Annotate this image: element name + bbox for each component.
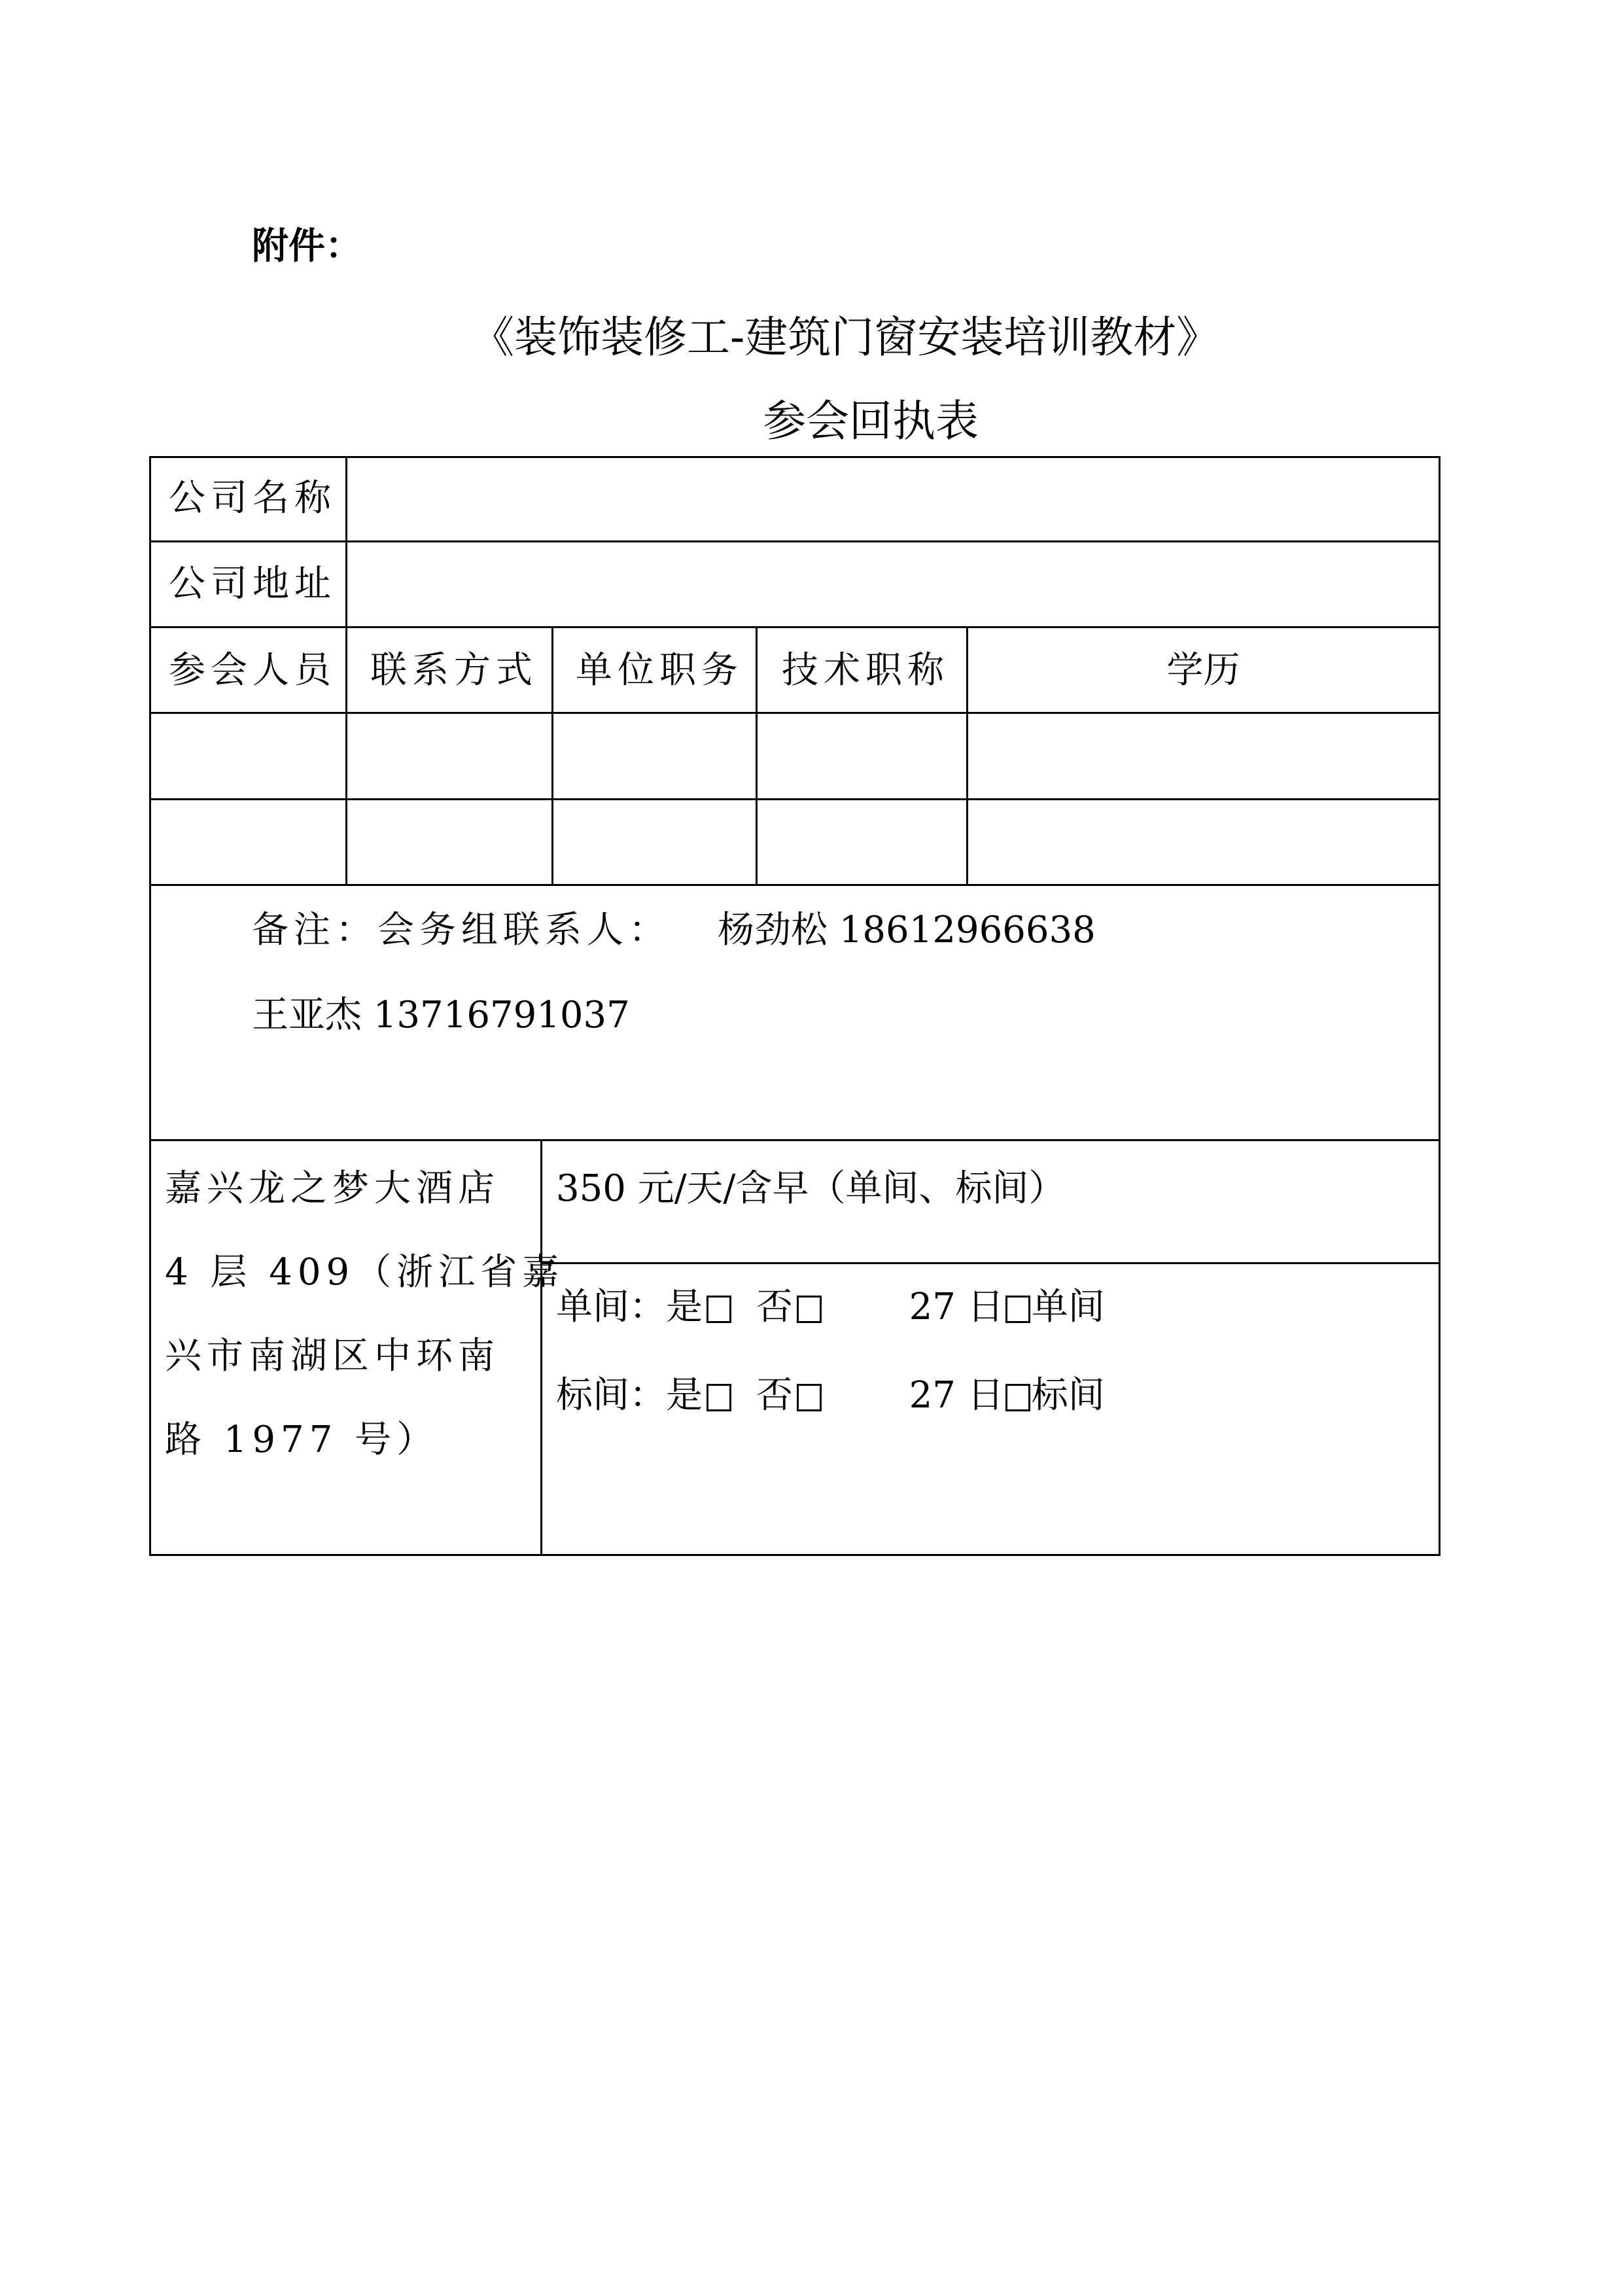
- attendee-name-cell[interactable]: [151, 801, 345, 883]
- document-title: 《装饰装修工-建筑门窗安装培训教材》: [471, 312, 1220, 362]
- company-name-field[interactable]: [349, 458, 1438, 540]
- attendee-name-cell[interactable]: [151, 715, 345, 798]
- hotel-line-3: 兴市南湖区中环南: [165, 1335, 500, 1377]
- contact-2: 王亚杰 13716791037: [252, 994, 630, 1036]
- hotel-line-2: 4 层 409（浙江省嘉: [165, 1251, 565, 1294]
- table-rule: [149, 626, 1440, 628]
- single-no-checkbox[interactable]: [797, 1296, 822, 1323]
- company-address-field[interactable]: [349, 544, 1438, 626]
- table-rule: [149, 540, 1440, 542]
- company-name-label: 公司名称: [169, 477, 336, 520]
- twin-date-checkbox[interactable]: [1005, 1384, 1030, 1411]
- attendee-title-cell[interactable]: [758, 801, 966, 883]
- header-title: 技术职称: [782, 649, 949, 692]
- table-rule: [345, 456, 347, 884]
- twin-no-checkbox[interactable]: [797, 1384, 822, 1411]
- single-room-line: 单间：是 否 27 日 单间: [556, 1286, 1105, 1328]
- attendee-title-cell[interactable]: [758, 715, 966, 798]
- attachment-label: 附件：: [252, 225, 362, 268]
- table-rule: [540, 1262, 1440, 1264]
- header-position: 单位职务: [576, 649, 743, 692]
- single-yes-checkbox[interactable]: [707, 1296, 731, 1323]
- hotel-line-1: 嘉兴龙之梦大酒店: [165, 1167, 500, 1210]
- twin-yes-checkbox[interactable]: [707, 1384, 731, 1411]
- single-date-checkbox[interactable]: [1005, 1296, 1030, 1323]
- table-rule: [149, 712, 1440, 714]
- attendee-education-cell[interactable]: [969, 801, 1439, 883]
- room-price: 350 元/天/含早（单间、标间）: [556, 1167, 1066, 1210]
- header-contact: 联系方式: [370, 649, 538, 692]
- table-rule: [149, 884, 1440, 886]
- header-education: 学历: [1166, 649, 1240, 692]
- attendee-education-cell[interactable]: [969, 715, 1439, 798]
- table-rule: [540, 1139, 542, 1556]
- form-title: 参会回执表: [763, 396, 979, 446]
- table-rule: [149, 1139, 1440, 1141]
- remark-line: [252, 909, 1096, 951]
- table-rule: [149, 798, 1440, 800]
- twin-room-line: 标间：是 否 27 日 标间: [556, 1374, 1105, 1417]
- attendee-contact-cell[interactable]: [348, 715, 551, 798]
- attendee-position-cell[interactable]: [554, 715, 755, 798]
- remark-prefix: 备注：会务组联系人：: [252, 909, 671, 951]
- contact-1: 杨劲松 18612966638: [718, 909, 1096, 951]
- company-address-label: 公司地址: [169, 563, 336, 605]
- hotel-line-4: 路 1977 号）: [165, 1419, 439, 1461]
- table-rule: [551, 626, 553, 884]
- attendee-contact-cell[interactable]: [348, 801, 551, 883]
- table-rule: [756, 626, 758, 884]
- header-attendee: 参会人员: [169, 649, 336, 692]
- attendee-position-cell[interactable]: [554, 801, 755, 883]
